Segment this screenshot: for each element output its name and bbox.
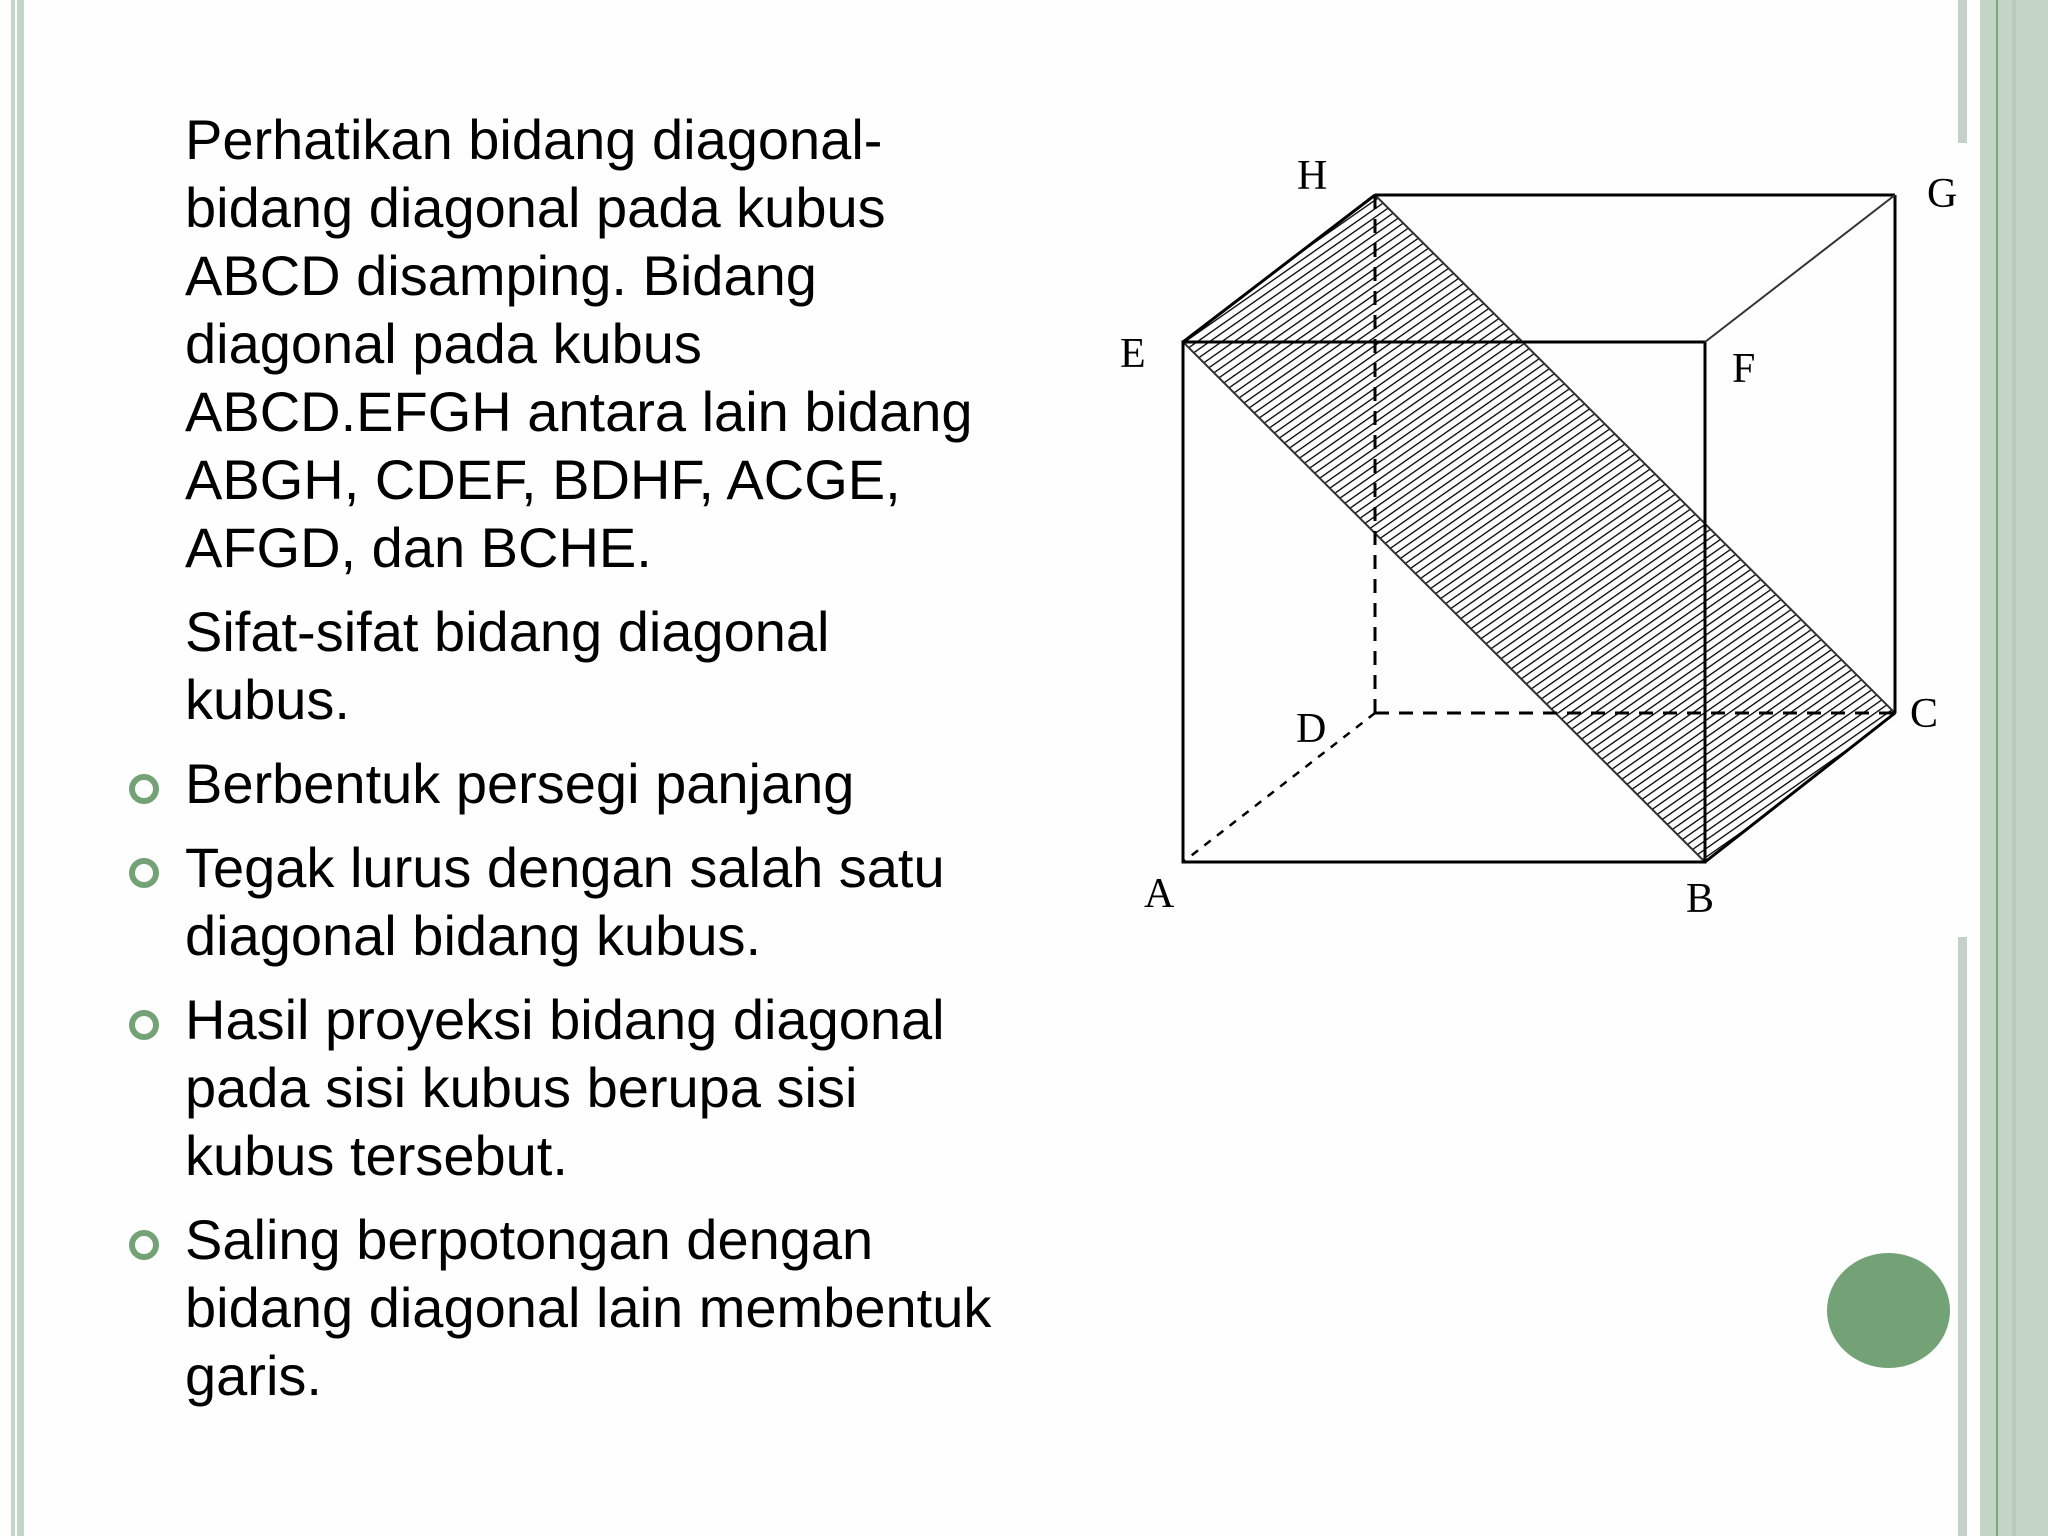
bullet-item: [185, 1206, 1105, 1410]
bullet-line: Hasil proyeksi bidang diagonal: [185, 988, 945, 1051]
vertex-label-e: E: [1120, 331, 1146, 377]
bullet-line: Berbentuk persegi panjang: [185, 752, 855, 815]
bullet-item: [185, 986, 1105, 1190]
bullet-ring-icon: [129, 774, 159, 804]
right-decor-band-shade: [2012, 0, 2016, 1536]
intro-line: Perhatikan bidang diagonal-: [185, 108, 883, 171]
vertex-label-g: G: [1927, 171, 1958, 217]
left-decor-bar-outer: [11, 0, 15, 1536]
intro-line: bidang diagonal pada kubus: [185, 176, 886, 239]
cube-diagram: [1100, 140, 1960, 940]
intro-line: ABCD.EFGH antara lain bidang: [185, 380, 973, 443]
decor-green-circle: [1827, 1253, 1950, 1368]
bullet-line: kubus tersebut.: [185, 1124, 568, 1187]
bullet-ring-icon: [129, 1010, 159, 1040]
intro-line: ABGH, CDEF, BDHF, ACGE,: [185, 448, 901, 511]
vertex-label-d: D: [1296, 706, 1327, 752]
bullet-ring-icon: [129, 858, 159, 888]
bullet-line: bidang diagonal lain membentuk: [185, 1276, 992, 1339]
bullet-item: [185, 834, 1105, 970]
intro-line: AFGD, dan BCHE.: [185, 516, 652, 579]
slide-text-body: [185, 106, 1105, 1426]
subheading-paragraph: [185, 598, 1105, 734]
vertex-label-a: A: [1144, 871, 1175, 917]
right-decor-band-line: [1996, 0, 1998, 1536]
right-decor-thin-bar-bottom: [1958, 937, 1967, 1536]
bullet-line: pada sisi kubus berupa sisi: [185, 1056, 858, 1119]
vertex-label-f: F: [1732, 346, 1756, 392]
bullet-line: Tegak lurus dengan salah satu: [185, 836, 945, 899]
right-decor-thin-bar-top: [1958, 0, 1967, 143]
bullet-line: diagonal bidang kubus.: [185, 904, 762, 967]
left-decor-bar-inner: [17, 0, 24, 1536]
subheading-line: kubus.: [185, 668, 350, 731]
bullet-ring-icon: [129, 1230, 159, 1260]
bullet-line: garis.: [185, 1344, 322, 1407]
intro-line: diagonal pada kubus: [185, 312, 702, 375]
vertex-label-b: B: [1686, 876, 1715, 922]
cube-svg: [1100, 140, 1960, 940]
shaded-plane-bche: [1183, 195, 1895, 862]
subheading-line: Sifat-sifat bidang diagonal: [185, 600, 830, 663]
intro-line: ABCD disamping. Bidang: [185, 244, 817, 307]
vertex-label-c: C: [1910, 691, 1939, 737]
bullet-item: [185, 750, 1105, 818]
bullet-line: Saling berpotongan dengan: [185, 1208, 874, 1271]
intro-paragraph: [185, 106, 1105, 582]
vertex-label-h: H: [1297, 153, 1328, 199]
